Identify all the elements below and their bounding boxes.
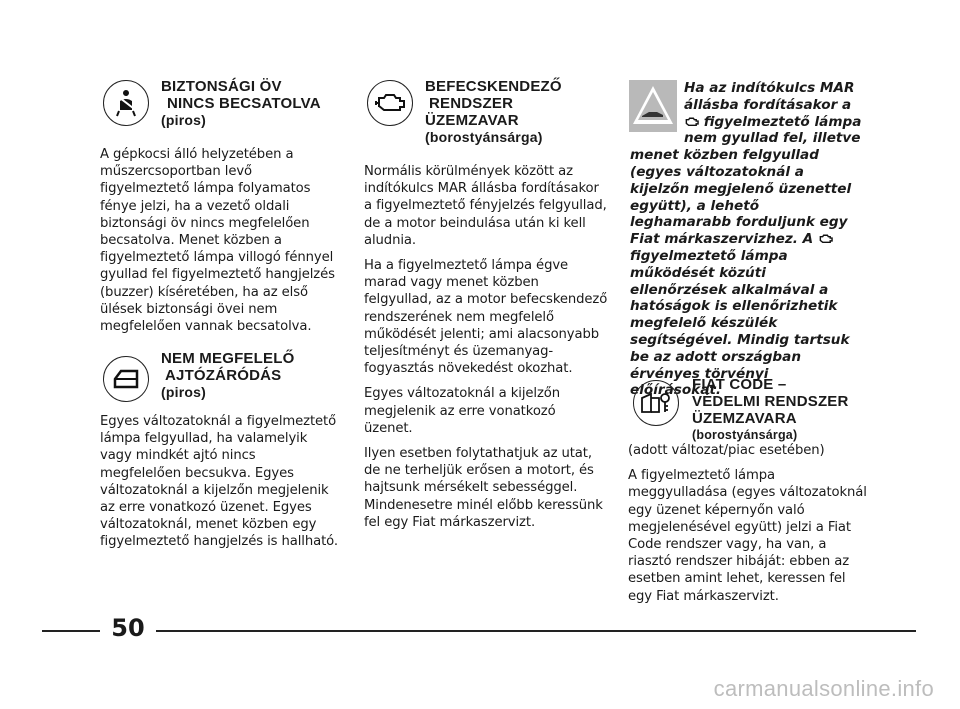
engine-text — [364, 163, 608, 539]
warning-text — [630, 80, 862, 399]
fiat-code-title-line1: FIAT CODE – — [692, 376, 787, 393]
engine-title-line2: RENDSZER — [429, 95, 514, 112]
engine-check-icon — [818, 233, 833, 245]
footer-rule-left — [42, 630, 100, 632]
fiat-code-text — [628, 442, 868, 613]
fiat-code-paragraph: A figyelmeztető lámpa meggyulladása (egyes változatoknál egy üzenet képernyőn való megjelenésével együtt) jelzi a Fiat Code rendszer vagy, ha van, a riasztó rendszer hibáját: ebben az esetben amint lehet, keressen fel egy Fiat márkaszervizt. — [628, 468, 867, 604]
engine-title-line3: ÜZEMZAVAR — [425, 112, 519, 129]
door-color: (piros) — [161, 384, 206, 400]
seatbelt-title-line1: BIZTONSÁGI ÖV — [161, 78, 282, 95]
warning-part1: Ha az indítókulcs MAR állásba fordításakor a — [684, 80, 855, 113]
door-open-icon — [103, 356, 149, 402]
engine-paragraph: Egyes változatoknál a kijelzőn megjelenik az erre vonatkozó üzenet. — [364, 386, 561, 436]
door-heading — [161, 350, 341, 401]
fiat-code-title-line3: ÜZEMZAVARA — [692, 410, 797, 427]
fiat-code-color: (borostyánsárga) — [692, 428, 798, 442]
engine-check-icon — [684, 116, 699, 128]
fiat-code-key-icon — [633, 380, 679, 426]
seatbelt-heading — [161, 78, 341, 129]
seatbelt-text: A gépkocsi álló helyzetében a műszercsoportban levő figyelmeztető lámpa folyamatos fénye jelzi, ha a vezető oldali biztonsági öv nincs megfelelően becsatolva. Menet közben a figyelmeztető lámpa villogó fénnyel gyullad fel figyelmeztető hangjelzés (buzzer) kíséretében, ha az első ülések biztonsági övei nem megfelelően vannak becsatolva. — [100, 147, 335, 335]
fiat-code-title-line2: VÉDELMI RENDSZER — [692, 393, 849, 410]
engine-color: (borostyánsárga) — [425, 129, 543, 145]
fiat-code-heading — [692, 376, 872, 444]
seatbelt-title-line2: NINCS BECSATOLVA — [167, 95, 321, 112]
page-number: 50 — [111, 614, 145, 642]
seatbelt-color: (piros) — [161, 112, 206, 128]
door-title-line2: AJTÓZÁRÓDÁS — [165, 367, 282, 384]
warning-part3: figyelmeztető lámpa működését közúti ellenőrzések alkalmával a hatóságok is ellenőrizhetik megfelelő készülék segítségével. Mindig tartsuk be az adott országban érvényes törvényi előírásokat. — [630, 247, 850, 399]
watermark: carmanualsonline.info — [713, 676, 934, 701]
engine-paragraph: Ha a figyelmeztető lámpa égve marad vagy menet közben felgyullad, az a motor befecskendező rendszerének nem megfelelő működését jelenti; ami alacsonyabb teljesítményt és üzemanyag-fogyasztás növekedést okozhat. — [364, 258, 608, 377]
seatbelt-icon — [103, 80, 149, 126]
fiat-code-note: (adott változat/piac esetében) — [628, 443, 825, 458]
engine-paragraph: Ilyen esetben folytathatjuk az utat, de ne terheljük erősen a motort, és hajtsunk mérsékelt sebességgel. Mindenesetre minél előbb keressünk fel egy Fiat márkaszervizt. — [364, 446, 603, 530]
engine-check-icon — [367, 80, 413, 126]
door-title-line1: NEM MEGFELELŐ — [161, 350, 295, 367]
engine-title-line1: BEFECSKENDEZŐ — [425, 78, 562, 95]
engine-paragraph: Normális körülmények között az indítókulcs MAR állásba fordításakor a figyelmeztető fényjelzés felgyullad, de a motor beindulása után ki kell aludnia. — [364, 164, 607, 248]
engine-heading — [425, 78, 605, 146]
footer-rule-right — [156, 630, 916, 632]
door-text: Egyes változatoknál a figyelmeztető lámpa felgyullad, ha valamelyik vagy mindkét ajtó nincs megfelelően becsukva. Egyes változatoknál a kijelzőn megjelenik az erre vonatkozó üzenet. Egyes változatoknál, menet közben egy figyelmeztető hangjelzés is hallható. — [100, 414, 338, 550]
warning-part2: figyelmeztető lámpa nem gyullad fel, illetve menet közben felgyullad (egyes változatoknál a kijelzőn megjelenő üzenettel együtt), a lehető leghamarabb forduljunk egy Fiat márkaszervizhez. A — [630, 113, 862, 248]
